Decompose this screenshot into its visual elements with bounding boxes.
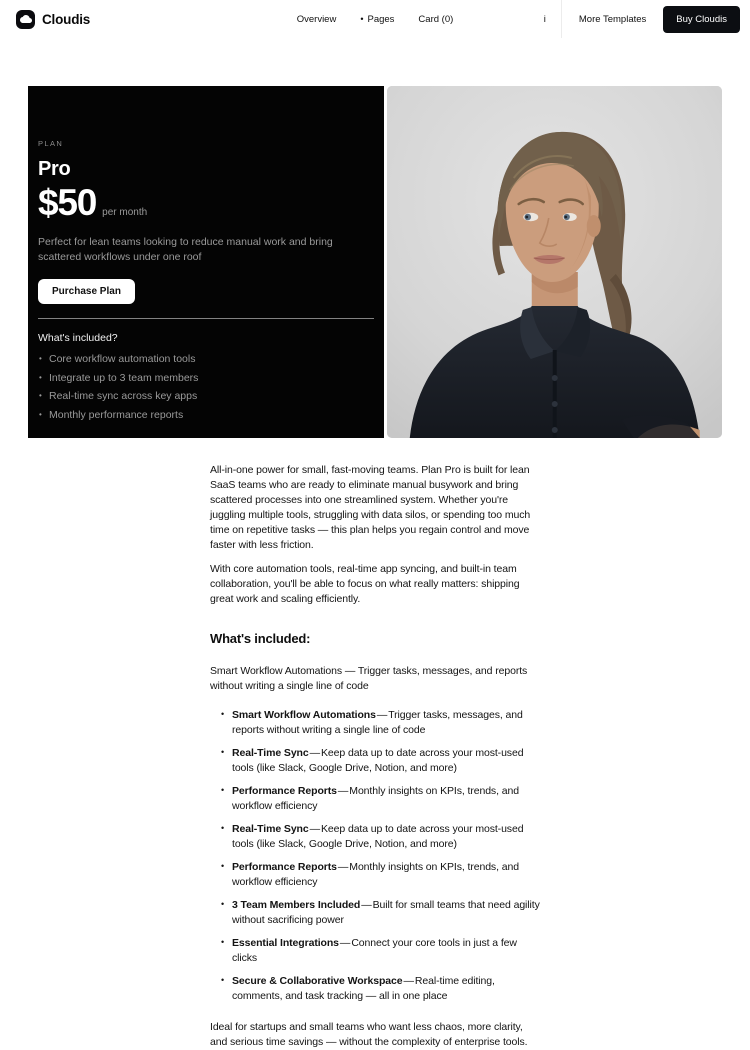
buy-cloudis-button[interactable]: Buy Cloudis <box>663 6 740 33</box>
included-intro: Smart Workflow Automations — Trigger tasks, messages, and reports without writing a single line of code <box>210 664 528 692</box>
active-dot-icon: • <box>360 13 364 24</box>
feature-title: 3 Team Members Included <box>232 898 361 911</box>
card-included-list <box>38 353 374 421</box>
feature-joiner: — <box>403 974 414 987</box>
feature-desc: Monthly insights on KPIs, trends, and workflow efficiency <box>232 784 519 812</box>
nav-item-label: Overview <box>296 13 337 25</box>
nav-item[interactable] <box>418 14 453 25</box>
intro-paragraphs <box>210 463 540 607</box>
feature-item <box>221 860 540 890</box>
cloud-logo-icon <box>16 10 35 29</box>
feature-title: Performance Reports <box>232 784 337 797</box>
price-row <box>38 182 374 224</box>
feature-item <box>221 708 540 738</box>
feature-title: Secure & Collaborative Workspace <box>232 974 403 987</box>
plan-details-article <box>210 463 540 1050</box>
top-navigation-bar <box>0 0 750 38</box>
card-included-item: • Real-time sync across key apps <box>38 390 374 402</box>
feature-title: Smart Workflow Automations <box>232 708 376 721</box>
nav-item[interactable] <box>360 14 394 25</box>
feature-joiner: — <box>337 860 349 873</box>
pricing-plan-card <box>28 86 384 438</box>
feature-title: Essential Integrations <box>232 936 339 949</box>
purchase-plan-button[interactable]: Purchase Plan <box>38 279 135 304</box>
plan-description: Perfect for lean teams looking to reduce manual work and bring scattered workflows under one roof <box>38 236 333 264</box>
plan-eyebrow: PLAN <box>38 139 64 148</box>
feature-title: Performance Reports <box>232 860 337 873</box>
nav-item-label: Card (0) <box>418 13 454 25</box>
feature-desc: Trigger tasks, messages, and reports without writing a single line of code <box>232 708 523 736</box>
plan-name: Pro <box>38 158 71 180</box>
card-divider <box>38 318 374 319</box>
plan-price: $50 <box>38 182 97 223</box>
card-included-item: • Integrate up to 3 team members <box>38 372 374 384</box>
card-included-title: What's included? <box>38 332 118 345</box>
feature-item <box>221 936 540 966</box>
feature-joiner: — <box>309 746 321 759</box>
header-actions <box>529 0 750 38</box>
outro-paragraph: Ideal for startups and small teams who want less chaos, more clarity, and serious time savings — without the complexity of enterprise tools. <box>210 1020 528 1048</box>
info-link[interactable]: i <box>543 13 546 25</box>
included-heading: What's included: <box>210 631 311 646</box>
intro-paragraph: All-in-one power for small, fast-moving teams. Plan Pro is built for lean SaaS teams who are ready to eliminate manual busywork and bring scattered processes into one streamlined system. Whether you're juggling multiple tools, struggling with data silos, or spending too much time on repetitive tasks — this plan helps you regain control and move faster with less friction. <box>210 464 531 551</box>
feature-joiner: — <box>361 898 372 911</box>
hero-section <box>28 86 722 438</box>
brand-logo[interactable] <box>16 10 90 29</box>
nav-item[interactable] <box>297 14 337 25</box>
feature-joiner: — <box>337 784 349 797</box>
feature-title: Real-Time Sync <box>232 746 309 759</box>
feature-desc: Connect your core tools in just a few clicks <box>232 936 517 964</box>
feature-item <box>221 822 540 852</box>
feature-desc: Built for small teams that need agility without sacrificing power <box>232 898 540 926</box>
hero-portrait-photo <box>387 86 723 438</box>
main-nav <box>297 14 454 25</box>
feature-joiner: — <box>376 708 388 721</box>
feature-joiner: — <box>309 822 321 835</box>
nav-item-label: Pages <box>367 13 395 25</box>
feature-item <box>221 746 540 776</box>
feature-desc: Monthly insights on KPIs, trends, and workflow efficiency <box>232 860 519 888</box>
brand-name: Cloudis <box>42 11 91 27</box>
portrait-woman-illustration <box>387 86 723 438</box>
card-included-item: • Core workflow automation tools <box>38 353 374 365</box>
billing-period: per month <box>102 207 148 218</box>
feature-title: Real-Time Sync <box>232 822 309 835</box>
feature-desc: Keep data up to date across your most-used tools (like Slack, Google Drive, Notion, and more) <box>232 746 524 774</box>
more-templates-link[interactable]: More Templates <box>578 13 647 25</box>
intro-paragraph: With core automation tools, real-time app syncing, and built-in team collaboration, you'll be able to focus on what really matters: shipping great work and scaling efficiently. <box>210 563 520 605</box>
card-included-item: • Monthly performance reports <box>38 409 374 421</box>
feature-item <box>221 784 540 814</box>
feature-item <box>221 898 540 928</box>
feature-joiner: — <box>339 936 351 949</box>
feature-desc: Keep data up to date across your most-used tools (like Slack, Google Drive, Notion, and more) <box>232 822 524 850</box>
feature-desc: Real-time editing, comments, and task tracking — all in one place <box>232 974 495 1002</box>
feature-item <box>221 974 540 1004</box>
feature-list <box>221 708 540 1004</box>
